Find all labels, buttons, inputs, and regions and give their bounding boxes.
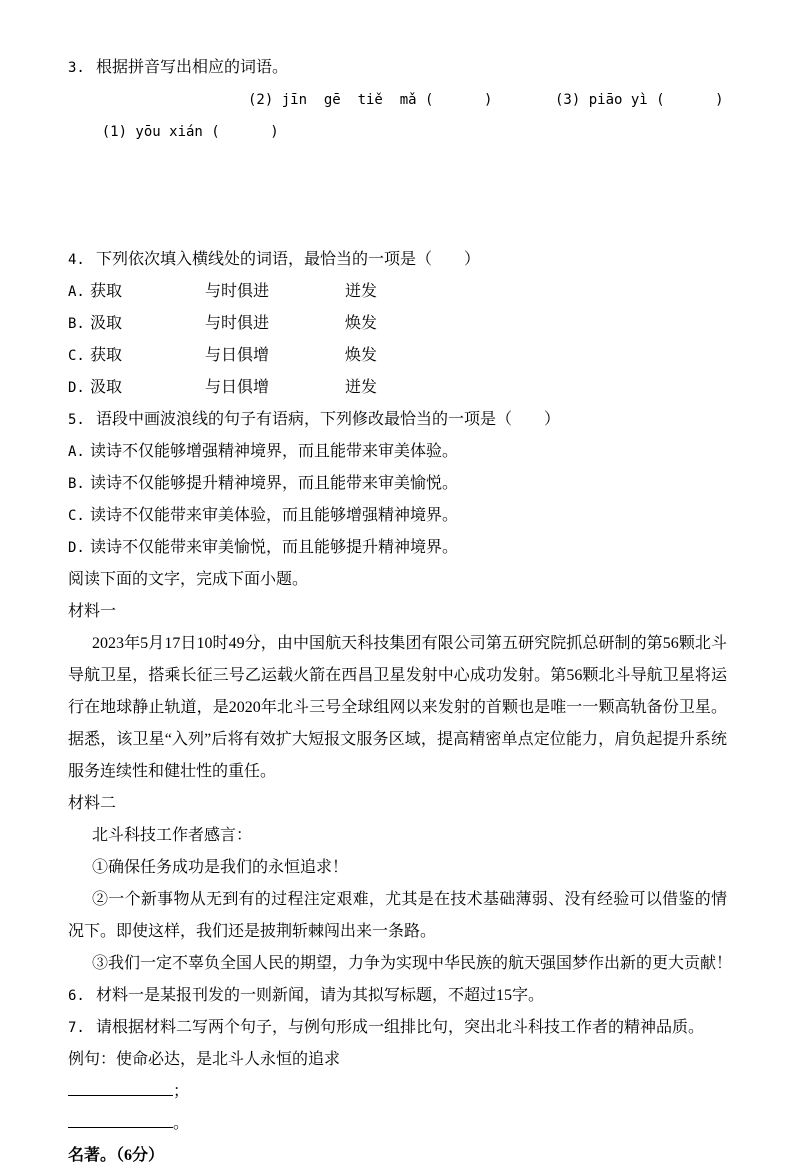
- material-1-title: 材料一: [68, 603, 117, 620]
- question-7-text: 请根据材料二写两个句子，与例句形成一组排比句，突出北斗科技工作者的精神品质。: [96, 1019, 705, 1036]
- option-word-2: 与时俱进: [205, 283, 270, 300]
- material-2-intro: 北斗科技工作者感言：: [92, 827, 253, 844]
- option-text: 读诗不仅能够提升精神境界，而且能带来审美愉悦。: [90, 475, 459, 492]
- answer-blank-line: [68, 1076, 173, 1096]
- question-3: [68, 52, 727, 84]
- answer-blank-row-2: [68, 1108, 727, 1140]
- question-4-option-d: [68, 372, 727, 404]
- reading-intro: 阅读下面的文字，完成下面小题。: [68, 571, 309, 588]
- material-1-paragraph: 2023年5月17日10时49分，由中国航天科技集团有限公司第五研究院抓总研制的第56颗北斗导航卫星，搭乘长征三号乙运载火箭在西昌卫星发射中心成功发射。第56颗北斗导航卫星将运行在地球静止轨道，是2020年北斗三号全球组网以来发射的首颗也是唯一一颗高轨备份卫星。据悉，该卫星“入列”后将有效扩大短报文服务区域，提高精密单点定位能力，肩负起提升系统服务连续性和健壮性的重任。: [68, 635, 727, 780]
- question-5-option-c: [68, 500, 727, 532]
- material-2-item-2: ②一个新事物从无到有的过程注定艰难，尤其是在技术基础薄弱、没有经验可以借鉴的情况下。即使这样，我们还是披荆斩棘闯出来一条路。: [68, 891, 727, 940]
- option-letter: B.: [68, 476, 85, 492]
- pinyin-item-1: (1) yōu xián ( ): [101, 124, 279, 140]
- option-letter: D.: [68, 540, 85, 556]
- question-4-option-c: [68, 340, 727, 372]
- material-2-item-3: ③我们一定不辜负全国人民的期望，力争为实现中华民族的航天强国梦作出新的更大贡献！: [92, 955, 733, 972]
- material-2-title: 材料二: [68, 795, 117, 812]
- question-7: [68, 1012, 727, 1044]
- pinyin-item-2: (2) jīn gē tiě mǎ ( ): [248, 92, 493, 108]
- pinyin-line: [68, 84, 727, 244]
- option-text: 读诗不仅能够增强精神境界，而且能带来审美体验。: [90, 443, 459, 460]
- question-4-option-a: [68, 276, 727, 308]
- option-letter: C.: [68, 508, 85, 524]
- option-text: 读诗不仅能带来审美愉悦，而且能够提升精神境界。: [90, 539, 459, 556]
- blank-punctuation: ；: [173, 1083, 190, 1100]
- answer-blank-line: [68, 1108, 173, 1128]
- option-word-1: 获取: [90, 347, 123, 364]
- material-2-item-1: ①确保任务成功是我们的永恒追求！: [92, 859, 349, 876]
- question-3-number: 3.: [68, 60, 85, 76]
- question-7-number: 7.: [68, 1020, 85, 1036]
- option-letter: B.: [68, 316, 85, 332]
- question-4-text: 下列依次填入横线处的词语，最恰当的一项是（ ）: [96, 251, 481, 268]
- option-word-3: 焕发: [345, 315, 378, 332]
- option-word-1: 汲取: [90, 379, 123, 396]
- question-5-option-b: [68, 468, 727, 500]
- pinyin-item-3: (3) piāo yì ( ): [555, 92, 724, 108]
- option-word-3: 迸发: [345, 379, 378, 396]
- section-heading-mingzhu: 名著。（6分）: [68, 1147, 165, 1164]
- question-6-text: 材料一是某报刊发的一则新闻，请为其拟写标题，不超过15字。: [96, 987, 545, 1004]
- option-word-2: 与时俱进: [205, 315, 270, 332]
- answer-blank-row-1: [68, 1076, 727, 1108]
- option-word-1: 汲取: [90, 315, 123, 332]
- option-word-2: 与日俱增: [205, 379, 270, 396]
- option-word-2: 与日俱增: [205, 347, 270, 364]
- question-6-number: 6.: [68, 988, 85, 1004]
- question-4-option-b: [68, 308, 727, 340]
- option-word-1: 获取: [90, 283, 123, 300]
- question-3-text: 根据拼音写出相应的词语。: [96, 59, 289, 76]
- question-4: [68, 244, 727, 276]
- example-sentence: 例句：使命必达，是北斗人永恒的追求: [68, 1051, 341, 1068]
- question-4-number: 4.: [68, 252, 85, 268]
- option-letter: C.: [68, 348, 85, 364]
- option-letter: A.: [68, 444, 85, 460]
- question-5-option-a: [68, 436, 727, 468]
- option-word-3: 迸发: [345, 283, 378, 300]
- blank-punctuation: 。: [173, 1115, 190, 1132]
- question-5-number: 5.: [68, 412, 85, 428]
- option-word-3: 焕发: [345, 347, 378, 364]
- option-letter: D.: [68, 380, 85, 396]
- question-5-option-d: [68, 532, 727, 564]
- question-6: [68, 980, 727, 1012]
- question-5-text: 语段中画波浪线的句子有语病，下列修改最恰当的一项是（ ）: [96, 411, 561, 428]
- option-text: 读诗不仅能带来审美体验，而且能够增强精神境界。: [90, 507, 459, 524]
- option-letter: A.: [68, 284, 85, 300]
- question-5: [68, 404, 727, 436]
